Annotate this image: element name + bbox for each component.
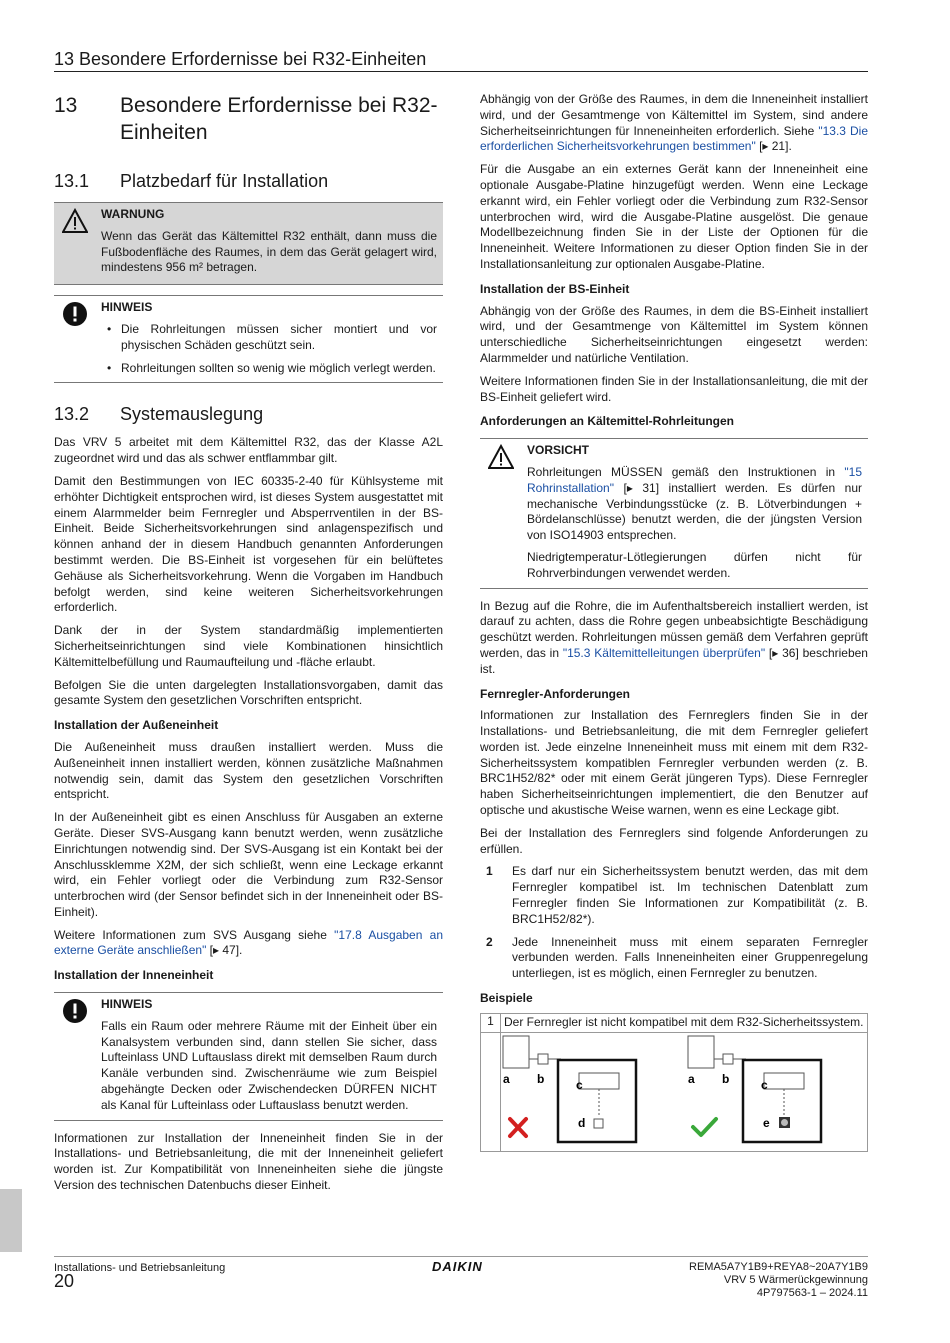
paragraph: Informationen zur Installation des Fernreglers finden Sie in der Installations- und Betriebsanleitung, die mit dem Fernregler geliefert worden ist. Jede einzelne Inneneinheit muss mit einem mit dem R32-Sicherheitssystem kompatiblen Fernregler verbunden werden (z. B. BRC1H52/82* oder mit einem Gerät jüngeren Typs). Diese Fernregler haben Sicherheitseinrichtungen implementiert, die den Benutzer auf optische und akustische Weise warnen, wenn es eine Leckage gibt. xyxy=(480,708,868,818)
note-box-1 xyxy=(54,295,443,383)
warning-box xyxy=(54,202,443,285)
note-text: Falls ein Raum oder mehrere Räume mit der Einheit über ein Kanalsystem verbunden sind, dann stellen Sie sicher, dass Lufteinlass UND Luftauslass direkt mit demselben Raum durch Kanäle verbunden sind. Zwischenräume wie zum Beispiel abgehängte Decken oder Zwischendecken DÜRFEN NICHT als Kanal für Lufteinlass oder Luftauslass benutzt werden. xyxy=(101,1018,437,1112)
example-figure-row xyxy=(481,1033,867,1151)
caution-text xyxy=(527,465,862,544)
cross-reference-link[interactable]: "17.8 Ausgaben an externe Geräte anschließen" xyxy=(54,927,444,958)
empty-cell xyxy=(481,1033,501,1151)
subheading: Anforderungen an Kältemittel-Rohrleitungen xyxy=(480,414,735,429)
subheading: Beispiele xyxy=(480,991,533,1006)
section-heading-13-1 xyxy=(54,170,443,192)
text-fragment: In Bezug auf die Rohre, die im Aufenthaltsbereich installiert werden, ist darauf zu achten, dass die Rohre gegen unbeabsichtigte Beschädigung geschützt werden. Rohrleitungen müssen gemäß dem Verfahren geprüft werden, das in xyxy=(480,598,868,660)
text-fragment: Rohrleitungen MÜSSEN gemäß den Instruktionen in xyxy=(527,464,845,479)
exclamation-icon xyxy=(62,998,88,1024)
daikin-logo: DAIKIN xyxy=(432,1259,483,1274)
subheading: Installation der Inneneinheit xyxy=(54,968,214,983)
paragraph xyxy=(480,92,868,155)
footer-model-info xyxy=(689,1261,868,1300)
example-row xyxy=(481,1014,867,1033)
list-number: 1 xyxy=(486,864,493,879)
subheading: Installation der BS-Einheit xyxy=(480,281,630,296)
list-number: 2 xyxy=(486,934,493,949)
paragraph: Dank der in der System standardmäßig implementierten Sicherheitseinrichtungen sind viele Kombinationen hinsichtlich Kältemittelbefüllung und Raumaufteilung und -fläche erlaubt. xyxy=(54,623,443,669)
chapter-number: 13 xyxy=(54,94,78,117)
page-ref: [▸ 36] beschrieben ist. xyxy=(480,645,868,676)
cross-icon xyxy=(510,1119,526,1136)
page-ref: [▸ 21]. xyxy=(755,139,792,154)
label-b: b xyxy=(537,1071,545,1086)
list-item: • Rohrleitungen sollten so wenig wie möglich verlegt werden. xyxy=(101,361,437,377)
list-item: • Die Rohrleitungen müssen sicher montiert und vor physischen Schäden geschützt sein. xyxy=(101,322,437,354)
footer-doc-code: 4P797563-1 – 2024.11 xyxy=(756,1287,868,1299)
paragraph: Weitere Informationen finden Sie in der Installationsanleitung, die mit der BS-Einheit geliefert wird. xyxy=(480,373,868,404)
label-a: a xyxy=(503,1071,510,1086)
room-outline xyxy=(743,1060,821,1142)
label-c: c xyxy=(576,1077,583,1092)
warning-title: WARNUNG xyxy=(101,207,165,221)
example-text: Der Fernregler ist nicht kompatibel mit dem R32-Sicherheitssystem. xyxy=(504,1014,864,1029)
cross-reference-link[interactable]: "15.3 Kältemittelleitungen überprüfen" xyxy=(562,645,766,660)
paragraph xyxy=(54,928,443,960)
example-number: 1 xyxy=(481,1014,501,1032)
warning-text: Wenn das Gerät das Kältemittel R32 enthält, dann muss die Fußbodenfläche des Raumes, in dem das Gerät gelagert wird, mindestens 956 m² betragen. xyxy=(101,228,437,275)
list-text: Es darf nur ein Sicherheitssystem benutzt werden, das mit dem Fernregler kompatibel ist. Im technischen Datenblatt zum Fernregler finden Sie Informationen zur Kompatibilität (z. B. BRC1H52/82*). xyxy=(512,864,868,926)
label-d: d xyxy=(578,1115,586,1130)
example-table xyxy=(480,1013,868,1152)
paragraph: Damit den Bestimmungen von IEC 60335-2-40 für Kühlsysteme mit erhöhter Dichtigkeit entsprochen wird, ist dieses System ausgestattet mit einem Alarmmelder beim Fernregler und Absperrventilen in der BS-Einheit. Beide Sicherheitsvorkehrungen sind anlagenspezifisch und können anhand der in diesem Handbuch genannten Anforderungen bestimmt werden. Die BS-Einheit ist vorgesehen für ein belüftetes Gehäuse als Sicherheitsvorkehrung. Wenn die Vorgaben im Handbuch befolgt werden, sind keine weiteren Sicherheitsvorkehrungen erforderlich. xyxy=(54,473,443,615)
check-icon xyxy=(693,1119,716,1135)
page-ref: [▸ 47]. xyxy=(206,943,243,958)
text-fragment: [▸ 31] installiert werden. Es dürfen nur mechanische Verbindungsstücke (z. B. Lötverbindungen + Bördelanschlüsse) benutzt werden, die der jüngsten Version von ISO14903 entsprechen. xyxy=(527,480,862,543)
page-edge-tab xyxy=(0,1189,22,1252)
caution-text-2: Niedrigtemperatur-Lötlegierungen dürfen nicht für Rohrverbindungen verwendet werden. xyxy=(527,549,862,580)
section-number: 13.1 xyxy=(54,171,90,191)
chapter-heading xyxy=(54,92,443,146)
note-list xyxy=(101,322,437,376)
caution-box xyxy=(480,438,868,588)
left-column xyxy=(54,92,443,1201)
warning-triangle-icon xyxy=(62,208,88,234)
footer-product: VRV 5 Wärmerückgewinnung xyxy=(723,1274,868,1286)
requirements-list xyxy=(480,864,868,982)
page-number: 20 xyxy=(54,1271,75,1291)
exclamation-icon xyxy=(62,301,88,327)
right-column xyxy=(480,92,868,1152)
page-footer xyxy=(54,1256,868,1299)
note-title: HINWEIS xyxy=(101,997,153,1012)
section-number: 13.2 xyxy=(54,404,90,425)
chapter-title: Besondere Erfordernisse bei R32-Einheiten xyxy=(120,94,438,144)
note-title: HINWEIS xyxy=(101,300,153,315)
cross-reference-link[interactable]: "13.3 Die erforderlichen Sicherheitsvorkehrungen bestimmen" xyxy=(480,123,868,154)
example-diagram xyxy=(501,1033,867,1151)
paragraph: Die Außeneinheit muss draußen installiert werden. Muss die Außeneinheit innen installiert werden, können zusätzliche Maßnahmen notwendig sein, damit das System den gesetzlichen Vorschriften entspricht. xyxy=(54,739,443,802)
label-e: e xyxy=(763,1115,770,1130)
label-a: a xyxy=(688,1071,695,1086)
paragraph xyxy=(480,599,868,678)
indoor-unit-shape xyxy=(688,1036,714,1068)
label-c: c xyxy=(761,1077,768,1092)
note-box-2 xyxy=(54,992,443,1121)
section-title: Systemauslegung xyxy=(120,404,264,425)
paragraph: Informationen zur Installation der Inneneinheit finden Sie in der Installations- und Betriebsanleitung, die mit der Inneneinheit geliefert worden ist. Zur Kompatibilität von Inneneinheiten siehe die jüngste Version des technischen Datenbuchs dieser Einheit. xyxy=(54,1130,443,1193)
room-outline xyxy=(558,1060,636,1142)
label-b: b xyxy=(722,1071,730,1086)
subheading: Fernregler-Anforderungen xyxy=(480,686,631,701)
footer-doc-title: Installations- und Betriebsanleitung xyxy=(54,1262,226,1274)
footer-model: REMA5A7Y1B9+REYA8~20A7Y1B9 xyxy=(689,1261,868,1273)
paragraph: In der Außeneinheit gibt es einen Anschluss für Ausgaben an externe Geräte. Dieser SVS-Ausgang kann benutzt werden, wenn zusätzliche Einrichtungen notwendig sind. Der SVS-Ausgang ist ein Kontakt bei der Anschlussklemme X2M, der sich schließt, wenn eine Leckage erkannt wird, ein Fehler vorliegt oder die Verbindung zum R32-Sensor unterbrochen wird (der Sensor befindet sich in der Inneneinheit oder BS-Einheit). xyxy=(54,810,443,919)
subheading: Installation der Außeneinheit xyxy=(54,718,219,733)
section-title: Platzbedarf für Installation xyxy=(120,171,329,191)
indoor-unit-shape xyxy=(503,1036,529,1068)
list-item xyxy=(480,935,868,982)
list-item xyxy=(480,864,868,927)
remote-controller-shape xyxy=(594,1119,603,1128)
section-heading-13-2 xyxy=(54,403,443,425)
text-fragment: Abhängig von der Größe des Raumes, in dem die Inneneinheit installiert wird, und der Gesamtmenge von Kältemittel im System, sind andere Sicherheitseinrichtungen für Inneneinheiten erforderlich. Siehe xyxy=(480,92,868,138)
page-header: 13 Besondere Erfordernisse bei R32-Einheiten xyxy=(54,52,868,72)
text-fragment: Weitere Informationen zum SVS Ausgang siehe xyxy=(54,927,335,942)
warning-triangle-icon xyxy=(488,444,514,470)
list-text: Jede Inneneinheit muss mit einem separaten Fernregler verbunden werden. Falls Inneneinheiten einer Gruppenregelung unterliegen, ist es möglich, einen Fernregler zu benutzen. xyxy=(512,934,868,981)
paragraph: Befolgen Sie die unten dargelegten Installationsvorgaben, damit das gesamte System den gesetzlichen Vorschriften entspricht. xyxy=(54,677,443,708)
cross-reference-link[interactable]: "15 Rohrinstallation" xyxy=(527,464,862,495)
paragraph: Das VRV 5 arbeitet mit dem Kältemittel R32, das der Klasse A2L zugeordnet wird und das als schwer entflammbar gilt. xyxy=(54,435,443,466)
paragraph: Bei der Installation des Fernreglers sind folgende Anforderungen zu erfüllen. xyxy=(480,825,868,856)
paragraph: Abhängig von der Größe des Raumes, in dem die BS-Einheit installiert wird, und der Gesamtmenge von Kältemittel im System können unterschiedliche Sicherheitseinrichtungen eingesetzt werden: Alarmmelder und natürliche Ventilation. xyxy=(480,303,868,365)
paragraph: Für die Ausgabe an ein externes Gerät kann der Inneneinheit eine optionale Ausgabe-Platine hinzugefügt werden. Wenn eine Leckage erkannt wird, ein Fehler vorliegt oder die Verbindung zum R32-Sensor unterbrochen wird, wird die Ausgabe-Platine ausgelöst. Die genaue Modellbezeichnung finden Sie in der Liste der Optionen für die Inneneinheit. Weitere Informationen zu dieser Option finden Sie in der Installationsanleitung zur optionalen Ausgabe-Platine. xyxy=(480,162,868,271)
caution-title: VORSICHT xyxy=(527,443,590,458)
